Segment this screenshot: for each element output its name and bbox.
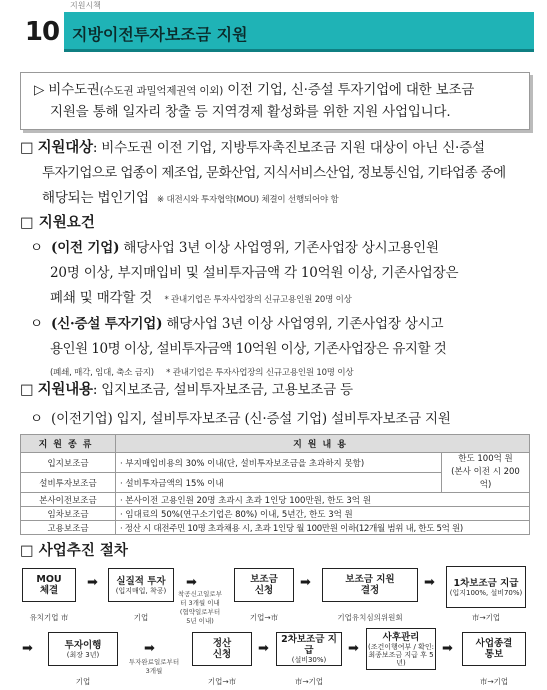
step-title: 정산 bbox=[212, 638, 232, 649]
step-title2: 체결 bbox=[39, 585, 59, 596]
step-actor: 기업→市 bbox=[249, 613, 279, 622]
step-title: 투자이행 bbox=[64, 639, 102, 651]
step-title: 1차보조금 지급 bbox=[453, 577, 519, 589]
table-cell-type: 입지보조금 bbox=[21, 453, 116, 473]
table-cell-type: 임차보조금 bbox=[21, 507, 116, 521]
flow-arrow: ➡ bbox=[258, 641, 269, 656]
table-cell-desc: · 본사이전 고용인원 20명 초과시 초과 1인당 100만원, 한도 3억 원 bbox=[116, 493, 530, 507]
flow-arrow: ➡ bbox=[186, 575, 197, 590]
target-section bbox=[20, 136, 535, 213]
step-title: 2차보조금 지급 bbox=[281, 634, 337, 656]
target-line3: 해당되는 법인기업 bbox=[42, 190, 149, 206]
content-box: □ bbox=[20, 382, 34, 398]
step-decision bbox=[322, 568, 418, 602]
step-actor: 市→기업 bbox=[294, 677, 324, 686]
table-row bbox=[21, 507, 530, 521]
step-actor: 기업→市 bbox=[207, 677, 237, 686]
table-header: 지원종류 bbox=[21, 435, 116, 453]
step-actor: 기업 bbox=[133, 613, 149, 622]
step-sub: (조건이행여부 / 확인: 최종보조금 지급 후 5년) bbox=[368, 642, 434, 667]
step-title: MOU bbox=[36, 574, 62, 585]
table-cell-type: 설비투자보조금 bbox=[21, 473, 116, 493]
step-title: 보조금 지원 bbox=[345, 574, 395, 585]
table-row bbox=[21, 493, 530, 507]
step-sub: (설비30%) bbox=[291, 656, 327, 664]
support-table bbox=[20, 434, 530, 535]
target-box: □ bbox=[20, 140, 34, 156]
expansion-label: (신·증설 투자기업) bbox=[51, 316, 163, 332]
step-actor: 市→기업 bbox=[471, 613, 501, 622]
between-note-line: 착공신고일로부 bbox=[178, 590, 222, 598]
flow-arrow: ➡ bbox=[300, 575, 311, 590]
table-cell-desc: · 부지매입비용의 30% 이내(단, 설비투자보조금을 초과하지 못함) bbox=[116, 453, 442, 473]
expansion-line2: 용인원 10명 이상, 설비투자금액 10억원 이상, 기존사업장은 유지할 것 bbox=[50, 341, 447, 357]
requirements-box: □ bbox=[20, 215, 34, 231]
between-note-line: (협약일로부터 bbox=[179, 608, 221, 616]
table-cell-desc: · 정산 시 대전주민 10명 초과채용 시, 초과 1인당 월 100만원 이하(12개월 범위 내, 한도 5억 원) bbox=[116, 521, 530, 535]
content-section bbox=[20, 378, 535, 432]
page-title: 지방이전투자보조금 지원 bbox=[72, 25, 248, 44]
limit-line2: (본사 이전 시 200억) bbox=[451, 467, 520, 490]
bullet: ㅇ bbox=[30, 316, 43, 332]
summary-line1: 이전 기업, 신·증설 투자기업에 대한 보조금 bbox=[223, 82, 475, 98]
limit-line1: 한도 100억 원 bbox=[458, 454, 513, 464]
step-title2: 신청 bbox=[212, 649, 232, 660]
expansion-paren: (폐쇄, 매각, 임대, 축소 금지) bbox=[50, 368, 154, 378]
content-rest: 입지보조금, 설비투자보조금, 고용보조금 등 bbox=[97, 382, 353, 398]
flow-arrow: ➡ bbox=[348, 641, 359, 656]
step-actor: 市→기업 bbox=[479, 677, 509, 686]
section-number: 10 bbox=[24, 17, 60, 47]
step-investment bbox=[108, 568, 174, 602]
bullet: ㅇ bbox=[30, 240, 43, 256]
step-aftercare bbox=[366, 628, 436, 670]
target-heading: 지원대상 bbox=[37, 139, 93, 156]
content-colon: : bbox=[92, 382, 98, 398]
step-mou bbox=[22, 568, 76, 602]
between-note-line: 3개월 bbox=[145, 667, 163, 675]
table-cell-type: 본사이전보조금 bbox=[21, 493, 116, 507]
table-cell-type: 고용보조금 bbox=[21, 521, 116, 535]
between-note-line: 5년 이내) bbox=[186, 617, 214, 625]
step-first-payment bbox=[446, 566, 526, 608]
step-title: 보조금 bbox=[250, 574, 278, 585]
relocation-line1: 해당사업 3년 이상 사업영위, 기존사업장 상시고용인원 bbox=[119, 240, 439, 256]
between-note-line: 터 3개월 이내 bbox=[180, 599, 220, 607]
step-second-payment bbox=[276, 632, 342, 666]
table-cell-limit bbox=[442, 453, 530, 493]
step-sub: (최장 3년) bbox=[66, 650, 100, 659]
expansion-note: * 관내기업은 투자사업장의 신규고용인원 10명 이상 bbox=[166, 368, 354, 378]
step-title: 사업종결 bbox=[475, 638, 513, 649]
step-actor: 기업유치심의위원회 bbox=[337, 613, 403, 622]
summary-paren: (수도권 과밀억제권역 이외) bbox=[99, 85, 224, 97]
summary-line2: 지원을 통해 일자리 창출 등 지역경제 활성화를 위한 지원 사업입니다. bbox=[50, 104, 451, 120]
requirements-heading-row bbox=[20, 212, 95, 234]
relocation-line2: 20명 이상, 부지매입비 및 설비투자금액 각 10억원 이상, 기존사업장은 bbox=[50, 265, 459, 281]
expansion-line1: 해당사업 3년 이상 사업영위, 기존사업장 상시고 bbox=[162, 316, 444, 332]
step-close bbox=[462, 632, 526, 666]
flow-arrow: ➡ bbox=[87, 575, 98, 590]
relocation-requirement bbox=[30, 236, 535, 313]
bullet: ㅇ bbox=[30, 411, 43, 427]
step-title: 실질적 투자 bbox=[116, 575, 166, 587]
table-row bbox=[21, 453, 530, 473]
between-note-line: 투자완료일로부터 bbox=[128, 658, 180, 666]
expansion-requirement bbox=[30, 312, 535, 382]
step-sub: (입지매입, 착공) bbox=[115, 586, 167, 595]
step-apply bbox=[234, 568, 294, 602]
table-header: 지원내용 bbox=[116, 435, 530, 453]
relocation-note: * 관내기업은 투자사업장의 신규고용인원 20명 이상 bbox=[164, 295, 352, 305]
step-settlement bbox=[192, 632, 252, 666]
process-heading: 사업추진 절차 bbox=[38, 542, 128, 559]
relocation-line3: 폐쇄 및 매각할 것 bbox=[50, 290, 153, 306]
flow-arrow: ➡ bbox=[144, 641, 155, 656]
relocation-label: (이전 기업) bbox=[51, 240, 120, 256]
flow-arrow: ➡ bbox=[442, 641, 453, 656]
step-actor: 기업 bbox=[75, 677, 91, 686]
step-title2: 신청 bbox=[254, 585, 274, 596]
step-title2: 결정 bbox=[360, 585, 380, 596]
step-title: 사후관리 bbox=[382, 631, 420, 643]
table-row bbox=[21, 521, 530, 535]
content-line: (이전기업) 입지, 설비투자보조금 (신·증설 기업) 설비투자보조금 지원 bbox=[51, 411, 451, 427]
process-box: □ bbox=[20, 543, 34, 559]
step-title2: 통보 bbox=[484, 649, 504, 660]
process-heading-row bbox=[20, 540, 128, 562]
table-header-row bbox=[21, 435, 530, 453]
target-note: ※ 대전시와 투자협약(MOU) 체결이 선행되어야 함 bbox=[157, 195, 339, 205]
summary-arrow: ▷ bbox=[34, 82, 45, 98]
summary-lead: 비수도권 bbox=[48, 82, 100, 98]
table-cell-desc: · 임대료의 50%(연구소기업은 80%) 이내, 5년간, 한도 3억 원 bbox=[116, 507, 530, 521]
requirements-heading: 지원요건 bbox=[38, 214, 95, 231]
flow-arrow: ➡ bbox=[22, 641, 33, 656]
section-caption: 지원시책 bbox=[70, 1, 101, 10]
summary-text bbox=[34, 80, 524, 123]
table-cell-desc: · 설비투자금액의 15% 이내 bbox=[116, 473, 442, 493]
between-note bbox=[178, 590, 222, 626]
step-actor: 유치기업 市 bbox=[29, 613, 69, 622]
target-line1: 비수도권 이전 기업, 지방투자촉진보조금 지원 대상이 아닌 신·증설 bbox=[97, 140, 485, 156]
content-heading: 지원내용 bbox=[37, 381, 93, 398]
step-implementation bbox=[48, 632, 118, 666]
step-sub: (입지100%, 설비70%) bbox=[449, 588, 523, 597]
flow-arrow: ➡ bbox=[424, 575, 435, 590]
row2-between-note bbox=[126, 658, 182, 676]
target-line2: 투자기업으로 업종이 제조업, 문화산업, 지식서비스산업, 정보통신업, 기타업종 중에 bbox=[42, 165, 506, 181]
target-colon: : bbox=[92, 140, 98, 156]
